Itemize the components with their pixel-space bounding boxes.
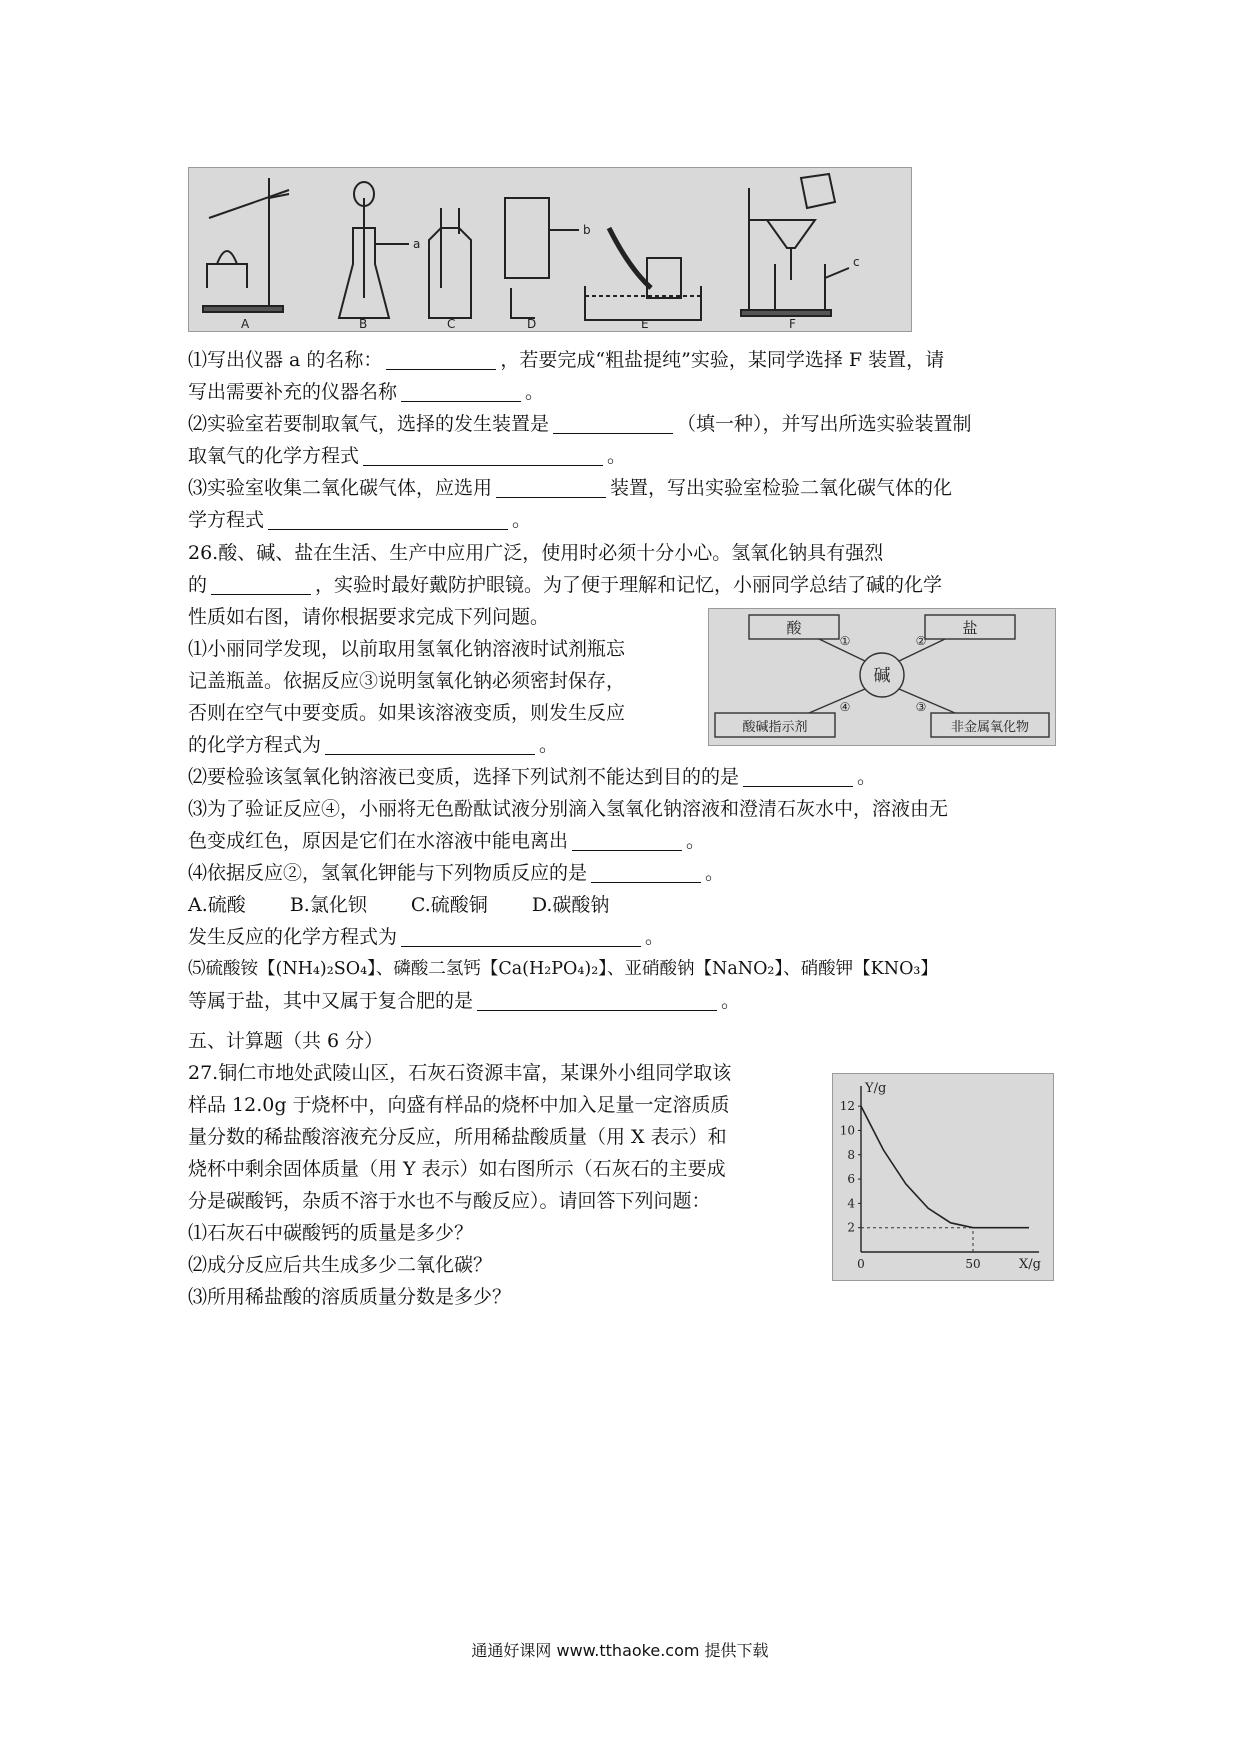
q27-text: 分是碳酸钙，杂质不溶于水也不与酸反应）。请回答下列问题： (188, 1190, 711, 1212)
choice-c: C.硫酸铜 (410, 894, 488, 916)
q26-text: 等属于盐，其中又属于复合肥的是 (188, 990, 474, 1012)
y-tick-label: 8 (847, 1147, 855, 1162)
q27-text: 27.铜仁市地处武陵山区，石灰石资源丰富，某课外小组同学取该 (188, 1062, 732, 1084)
bottle-c (429, 228, 471, 318)
q26-text: ，实验时最好戴防护眼镜。为了便于理解和记忆，小丽同学总结了碱的化学 (315, 574, 943, 596)
answer-blank[interactable] (401, 380, 521, 402)
q25-text: 。 (525, 381, 545, 403)
answer-blank[interactable] (553, 412, 673, 434)
page-footer: 通通好课网 www.tthaoke.com 提供下载 (471, 1641, 769, 1660)
stand-base-a (203, 306, 283, 312)
mass-graph (832, 1073, 1054, 1281)
label-d: D (527, 317, 537, 331)
choice-b: B.氯化钡 (289, 894, 367, 916)
answer-blank[interactable] (325, 733, 535, 755)
q26-text: 。 (705, 862, 725, 884)
label-c: C (447, 317, 456, 331)
q26-text: 26.酸、碱、盐在生活、生产中应用广泛，使用时必须十分小心。氢氧化钠具有强烈 (188, 542, 884, 564)
q26-text: 发生反应的化学方程式为 (188, 926, 398, 948)
q26-text: ⑷依据反应②，氢氧化钾能与下列物质反应的是 (188, 862, 588, 884)
bottle-d (505, 198, 549, 278)
reaction-1: ① (839, 634, 851, 648)
graph-svg (833, 1074, 1053, 1280)
apparatus-drawing (189, 168, 911, 331)
answer-blank[interactable] (591, 861, 701, 883)
label-acid: 酸 (786, 619, 802, 637)
heater-a (207, 264, 247, 288)
funnel-f (767, 220, 815, 248)
reaction-3: ③ (915, 700, 927, 714)
q26-text: 。 (857, 766, 877, 788)
question-25 (188, 344, 1058, 536)
q27-text: 烧杯中剩余固体质量（用 Y 表示）如右图所示（石灰石的主要成 (188, 1158, 726, 1180)
q25-text: 。 (607, 445, 627, 467)
y-tick-label: 4 (847, 1196, 855, 1211)
q26-text: 的 (188, 574, 208, 596)
label-oxide: 非金属氧化物 (950, 720, 1030, 735)
y-tick-label: 6 (847, 1172, 855, 1187)
label-e: E (641, 317, 649, 331)
section-heading: 五、计算题（共 6 分） (188, 1030, 384, 1052)
choice-list (188, 889, 1058, 921)
series-line (861, 1106, 1029, 1228)
flame-a (217, 251, 237, 264)
q27-text: ⑶所用稀盐酸的溶质质量分数是多少？ (188, 1286, 512, 1308)
q27-text: ⑵成分反应后共生成多少二氧化碳？ (188, 1254, 493, 1276)
label-b: B (359, 317, 368, 331)
y-tick-label: 2 (847, 1220, 855, 1235)
answer-blank[interactable] (211, 573, 311, 595)
q26-text: 性质如右图，请你根据要求完成下列问题。 (188, 606, 550, 628)
x-tick-label: 50 (965, 1257, 981, 1271)
q25-text: ⑵实验室若要制取氧气，选择的发生装置是 (188, 413, 550, 435)
x-tick-label: 0 (857, 1257, 865, 1271)
label-indicator: 酸碱指示剂 (742, 720, 808, 735)
answer-blank[interactable] (572, 829, 682, 851)
apparatus-figure (188, 167, 912, 332)
q26-text: 。 (686, 830, 706, 852)
q26-text: ⑵要检验该氢氧化钠溶液已变质，选择下列试剂不能达到目的的是 (188, 766, 740, 788)
answer-blank[interactable] (477, 989, 717, 1011)
label-salt: 盐 (962, 619, 978, 637)
beaker-f (775, 264, 825, 310)
reaction-2: ② (915, 634, 927, 648)
mark-c: c (853, 255, 860, 269)
trough-e (585, 286, 701, 320)
q26-text: 。 (645, 926, 665, 948)
q25-text: 学方程式 (188, 509, 265, 531)
answer-blank[interactable] (363, 444, 603, 466)
reaction-4: ④ (839, 700, 851, 714)
jar-e (647, 258, 681, 298)
q26-text: 。 (721, 990, 741, 1012)
mark-b: b (583, 223, 591, 237)
q25-text: 写出需要补充的仪器名称 (188, 381, 398, 403)
q26-text: 。 (539, 734, 559, 756)
label-a: A (241, 317, 250, 331)
q25-text: 。 (512, 509, 532, 531)
test-tube-a (209, 190, 289, 218)
label-base: 碱 (873, 666, 891, 686)
q25-text: ⑶实验室收集二氧化碳气体，应选用 (188, 477, 493, 499)
mark-a: a (413, 237, 421, 251)
answer-blank[interactable] (268, 508, 508, 530)
q26-text: 记盖瓶盖。依据反应③说明氢氧化钠必须密封保存， (188, 670, 626, 692)
base-properties-diagram (708, 608, 1056, 746)
y-axis-label: Y/g (865, 1081, 887, 1096)
q27-text: 样品 12.0g 于烧杯中，向盛有样品的烧杯中加入足量一定溶质质 (188, 1094, 730, 1116)
q26-text: 否则在空气中要变质。如果该溶液变质，则发生反应 (188, 702, 626, 724)
q27-text: ⑴石灰石中碳酸钙的质量是多少？ (188, 1222, 474, 1244)
q26-text: ⑸硫酸铵【(NH₄)₂SO₄】、磷酸二氢钙【Ca(H₂PO₄)₂】、亚硝酸钠【NaNO₂】、硝酸钾【KNO₃】 (188, 959, 938, 979)
q27-text: 量分数的稀盐酸溶液充分反应，所用稀盐酸质量（用 X 表示）和 (188, 1126, 727, 1148)
answer-blank[interactable] (386, 348, 496, 370)
q26-text: ⑶为了验证反应④，小丽将无色酚酞试液分别滴入氢氧化钠溶液和澄清石灰水中，溶液由无 (188, 798, 949, 820)
label-f: F (789, 317, 796, 331)
q25-text: （填一种），并写出所选实验装置制 (677, 413, 972, 435)
answer-blank[interactable] (743, 765, 853, 787)
q26-text: ⑴小丽同学发现，以前取用氢氧化钠溶液时试剂瓶忘 (188, 638, 626, 660)
choice-d: D.碳酸钠 (531, 894, 610, 916)
q25-text: ，若要完成“粗盐提纯”实验，某同学选择 F 装置，请 (500, 349, 945, 371)
choice-a: A.硫酸 (188, 894, 246, 916)
q25-text: 取氧气的化学方程式 (188, 445, 360, 467)
y-tick-label: 12 (839, 1099, 855, 1114)
pouring-beaker-f (801, 174, 835, 208)
answer-blank[interactable] (401, 925, 641, 947)
q25-text: 装置，写出实验室检验二氧化碳气体的化 (610, 477, 953, 499)
y-tick-label: 10 (839, 1123, 855, 1138)
q25-text: ⑴写出仪器 a 的名称： (188, 349, 383, 371)
x-axis-label: X/g (1019, 1257, 1041, 1272)
answer-blank[interactable] (496, 476, 606, 498)
q26-text: 的化学方程式为 (188, 734, 322, 756)
q26-text: 色变成红色，原因是它们在水溶液中能电离出 (188, 830, 569, 852)
